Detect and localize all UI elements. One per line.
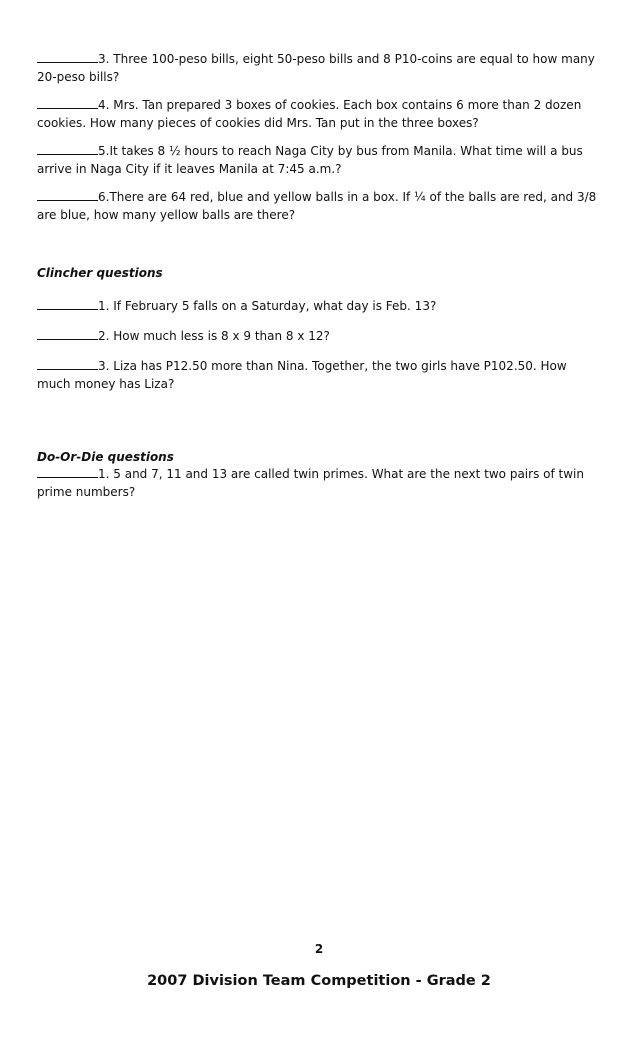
- do-or-die-question-1: [37, 465, 603, 501]
- clincher-question-2: [37, 327, 603, 345]
- answer-blank[interactable]: [37, 357, 98, 370]
- question-text: 1. If February 5 falls on a Saturday, what day is Feb. 13?: [98, 299, 437, 313]
- problem-text: 6.There are 64 red, blue and yellow balls in a box. If ¼ of the balls are red, and 3/8 are blue, how many yellow balls are there?: [37, 190, 597, 222]
- problem-5: [37, 142, 603, 178]
- answer-blank[interactable]: [37, 465, 98, 478]
- clincher-heading: Clincher questions: [37, 266, 163, 280]
- question-text: 3. Liza has P12.50 more than Nina. Together, the two girls have P102.50. How much money has Liza?: [37, 359, 567, 391]
- answer-blank[interactable]: [37, 96, 98, 109]
- question-text: 2. How much less is 8 x 9 than 8 x 12?: [98, 329, 330, 343]
- page-number: 2: [314, 942, 324, 956]
- problem-6: [37, 188, 603, 224]
- answer-blank[interactable]: [37, 50, 98, 63]
- problem-text: 4. Mrs. Tan prepared 3 boxes of cookies. Each box contains 6 more than 2 dozen cookies. How many pieces of cookies did Mrs. Tan put in the three boxes?: [37, 98, 582, 130]
- answer-blank[interactable]: [37, 188, 98, 201]
- do-or-die-heading: Do-Or-Die questions: [37, 450, 174, 464]
- answer-blank[interactable]: [37, 142, 98, 155]
- page-footer: 2007 Division Team Competition - Grade 2: [147, 973, 491, 989]
- problem-text: 5.It takes 8 ½ hours to reach Naga City by bus from Manila. What time will a bus arrive in Naga City if it leaves Manila at 7:45 a.m.?: [37, 144, 583, 176]
- answer-blank[interactable]: [37, 297, 98, 310]
- problem-3: [37, 50, 603, 86]
- problem-text: 3. Three 100-peso bills, eight 50-peso bills and 8 P10-coins are equal to how many 20-peso bills?: [37, 52, 595, 84]
- clincher-question-1: [37, 297, 603, 315]
- problem-4: [37, 96, 603, 132]
- answer-blank[interactable]: [37, 327, 98, 340]
- question-text: 1. 5 and 7, 11 and 13 are called twin primes. What are the next two pairs of twin prime numbers?: [37, 467, 584, 499]
- clincher-question-3: [37, 357, 603, 393]
